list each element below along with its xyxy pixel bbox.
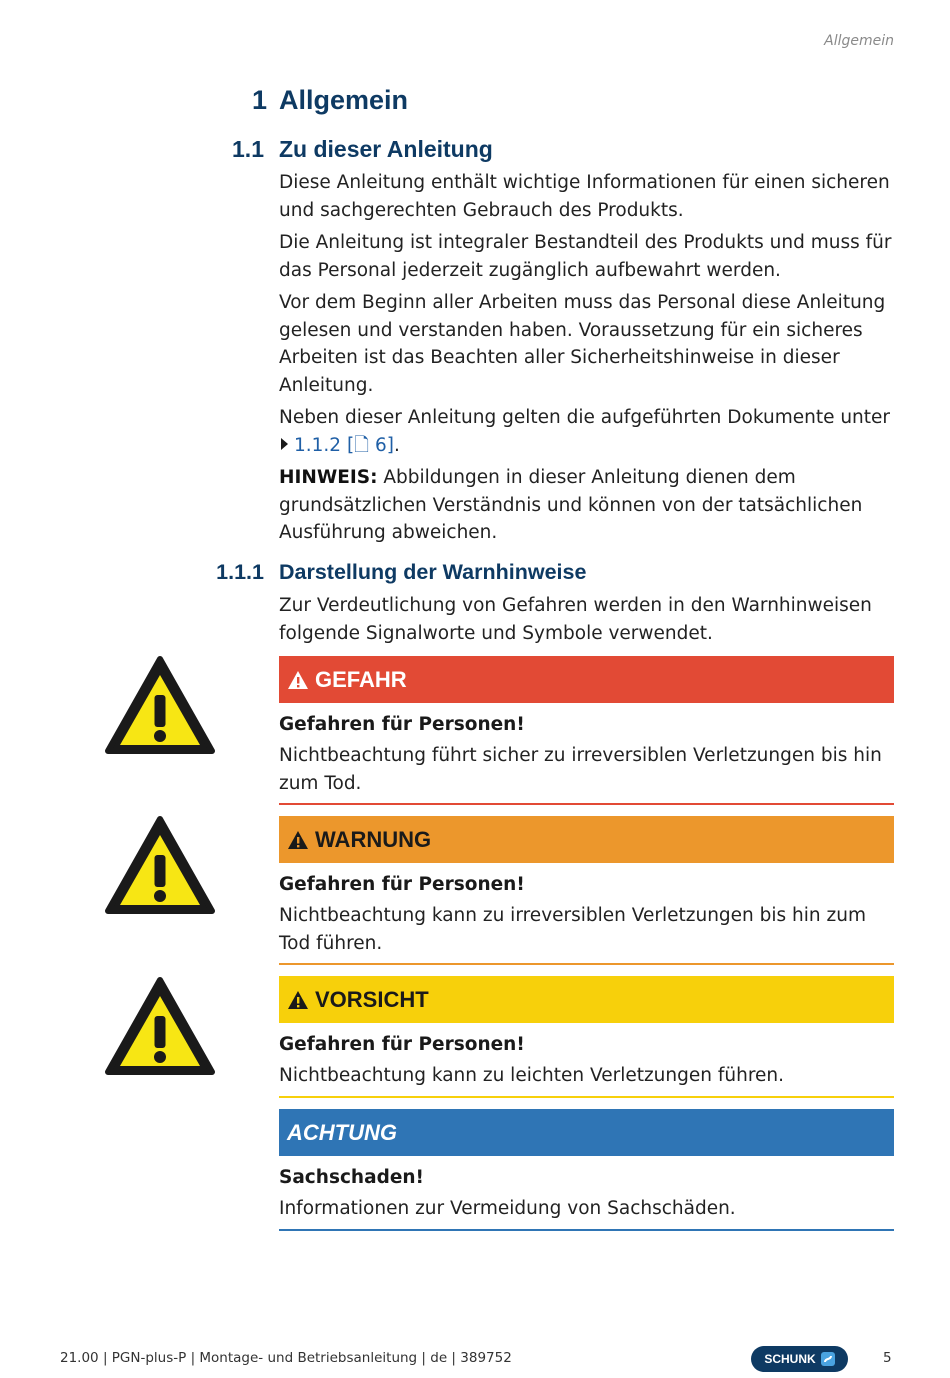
danger-signal-word: GEFAHR	[315, 666, 407, 692]
warning-triangle-icon	[104, 655, 216, 756]
logo-text: SCHUNK	[764, 1352, 816, 1366]
danger-heading: Gefahren für Personen!	[279, 714, 525, 735]
section-title: Zu dieser Anleitung	[279, 136, 493, 162]
notice-divider	[279, 1229, 894, 1231]
notice-heading: Sachschaden!	[279, 1167, 424, 1188]
note-text: Abbildungen in dieser Anleitung dienen dem grundsätzlichen Verständnis und können von der tatsächlichen Ausführung abweichen.	[279, 467, 863, 543]
notice-signal-word: ACHTUNG	[287, 1119, 397, 1145]
footer-text: 21.00 | PGN-plus-P | Montage- und Betriebsanleitung | de | 389752	[60, 1350, 512, 1366]
schunk-logo	[751, 1346, 848, 1372]
page-number: 5	[883, 1350, 892, 1366]
note-paragraph	[279, 464, 894, 547]
reference-link[interactable]: 1.1.2	[294, 434, 342, 456]
warning-notice	[279, 816, 894, 965]
reference-suffix: .	[393, 434, 400, 456]
caution-signal-word: VORSICHT	[315, 986, 429, 1012]
warning-triangle-icon	[287, 670, 309, 690]
danger-banner	[279, 656, 894, 703]
notice-property-damage	[279, 1109, 894, 1231]
subsection-title: Darstellung der Warnhinweise	[279, 560, 587, 584]
arrow-right-icon	[281, 438, 288, 450]
caution-heading: Gefahren für Personen!	[279, 1034, 525, 1055]
subsection-number: 1.1.1	[216, 560, 264, 584]
caution-text: Nichtbeachtung kann zu leichten Verletzungen führen.	[279, 1065, 785, 1086]
warning-triangle-icon	[104, 976, 216, 1077]
logo-mark-icon	[821, 1352, 835, 1366]
page-reference-link[interactable]: [🗋 6]	[346, 434, 394, 456]
warning-divider	[279, 963, 894, 965]
chapter-title: Allgemein	[279, 85, 409, 115]
warning-triangle-icon	[287, 830, 309, 850]
caution-divider	[279, 1096, 894, 1098]
notice-text: Informationen zur Vermeidung von Sachschäden.	[279, 1198, 736, 1219]
subsection-intro: Zur Verdeutlichung von Gefahren werden in den Warnhinweisen folgende Signalworte und Symbole verwendet.	[279, 595, 872, 644]
section-number: 1.1	[232, 136, 264, 162]
warning-text: Nichtbeachtung kann zu irreversiblen Verletzungen bis hin zum Tod führen.	[279, 905, 866, 954]
paragraph-prerequisite: Vor dem Beginn aller Arbeiten muss das Personal diese Anleitung gelesen und verstanden haben. Voraussetzung für ein sicheres Arbeiten ist das Beachten aller Sicherheitshinweise in dieser Anleitung.	[279, 292, 886, 396]
note-label: HINWEIS:	[279, 467, 378, 488]
danger-notice	[279, 656, 894, 805]
paragraph-integral: Die Anleitung ist integraler Bestandteil des Produkts und muss für das Personal jederzeit zugänglich aufbewahrt werden.	[279, 232, 892, 281]
paragraph-reference	[279, 404, 894, 459]
warning-heading: Gefahren für Personen!	[279, 874, 525, 895]
notice-banner	[279, 1109, 894, 1156]
paragraph-intro: Diese Anleitung enthält wichtige Informationen für einen sicheren und sachgerechten Gebrauch des Produkts.	[279, 172, 890, 221]
caution-notice	[279, 976, 894, 1098]
chapter-number: 1	[252, 85, 268, 115]
running-head: Allgemein	[824, 33, 894, 49]
danger-divider	[279, 803, 894, 805]
warning-banner	[279, 816, 894, 863]
warning-signal-word: WARNUNG	[315, 826, 432, 852]
caution-banner	[279, 976, 894, 1023]
danger-text: Nichtbeachtung führt sicher zu irreversiblen Verletzungen bis hin zum Tod.	[279, 745, 882, 794]
warning-triangle-icon	[287, 990, 309, 1010]
warning-triangle-icon	[104, 815, 216, 916]
reference-prefix: Neben dieser Anleitung gelten die aufgeführten Dokumente unter	[279, 407, 891, 428]
